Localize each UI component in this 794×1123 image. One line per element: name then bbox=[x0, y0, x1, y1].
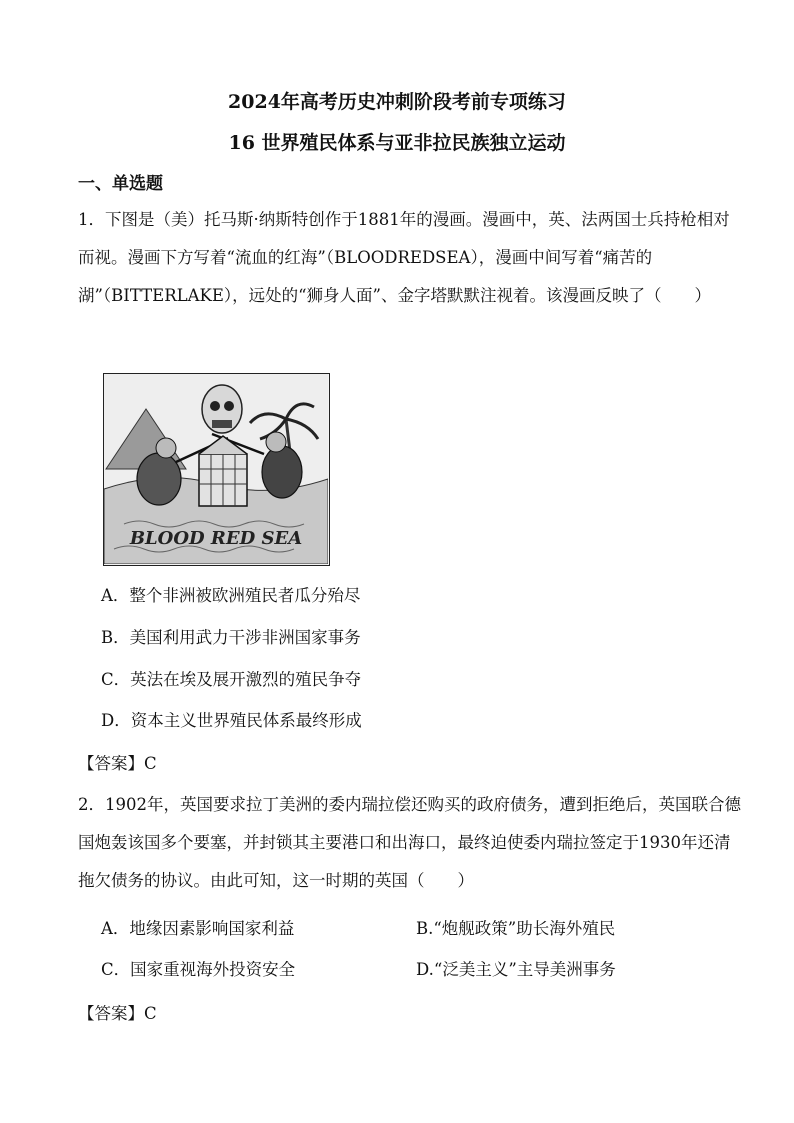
q2-answer: 【答案】C bbox=[78, 1004, 157, 1023]
document-subtitle: 16 世界殖民体系与亚非拉民族独立运动 bbox=[228, 132, 566, 154]
cartoon-image bbox=[103, 373, 330, 566]
q1-option-b: B．美国利用武力干涉非洲国家事务 bbox=[101, 628, 361, 647]
q2-option-d: D.“泛美主义”主导美洲事务 bbox=[416, 960, 616, 979]
document-title: 2024年高考历史冲刺阶段考前专项练习 bbox=[228, 91, 566, 113]
q1-option-a: A．整个非洲被欧洲殖民者瓜分殆尽 bbox=[101, 586, 361, 605]
q1-answer: 【答案】C bbox=[78, 754, 157, 773]
cartoon-drawing bbox=[104, 374, 328, 564]
question-2-stem: 2．1902年，英国要求拉丁美洲的委内瑞拉偿还购买的政府债务，遭到拒绝后，英国联合德国炮轰该国多个要塞，并封锁其主要港口和出海口，最终迫使委内瑞拉签定于1930年还清拖欠债务的协议。由此可知，这一时期的英国（ ） bbox=[78, 795, 741, 890]
q2-option-a: A．地缘因素影响国家利益 bbox=[101, 919, 295, 938]
question-1-stem: 1．下图是（美）托马斯·纳斯特创作于1881年的漫画。漫画中，英、法两国士兵持枪相对而视。漫画下方写着“流血的红海”（BLOODREDSEA），漫画中间写着“痛苦的湖”（BITTERLAKE），远处的“狮身人面”、金字塔默默注视着。该漫画反映了（ ） bbox=[78, 210, 730, 305]
cartoon-caption: BLOOD RED SEA bbox=[129, 528, 303, 549]
q2-option-b: B.“炮舰政策”助长海外殖民 bbox=[416, 919, 616, 938]
q1-option-c: C．英法在埃及展开激烈的殖民争夺 bbox=[101, 670, 362, 689]
q1-option-d: D．资本主义世界殖民体系最终形成 bbox=[101, 711, 362, 730]
q2-option-c: C．国家重视海外投资安全 bbox=[101, 960, 296, 979]
section-heading: 一、单选题 bbox=[78, 174, 163, 194]
